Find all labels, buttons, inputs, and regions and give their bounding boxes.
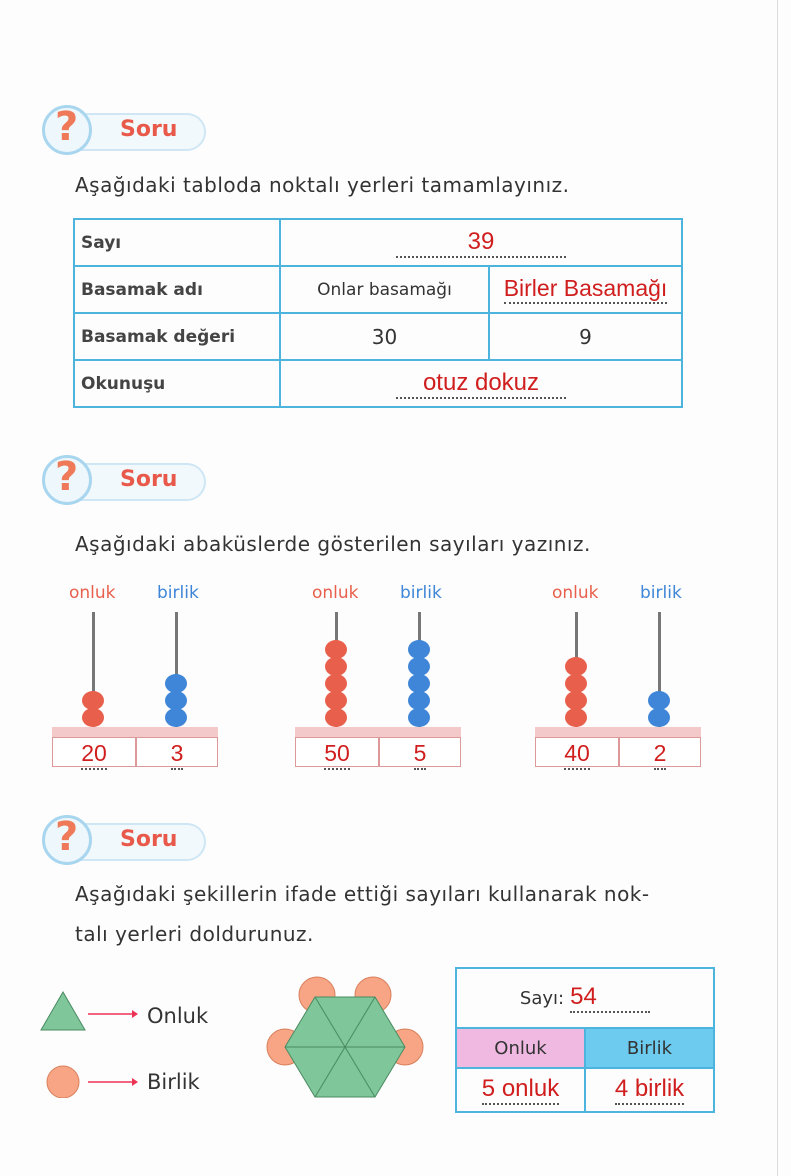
question-mascot-icon: ? xyxy=(42,105,92,155)
birlik-bead xyxy=(648,708,670,727)
okunusu-answer[interactable]: otuz dokuz xyxy=(396,369,566,399)
question-mascot-icon: ? xyxy=(42,455,92,505)
birlik-bead xyxy=(408,657,430,676)
triangle-icon xyxy=(41,992,85,1030)
onluk-label: onluk xyxy=(552,583,599,603)
onluk-bead xyxy=(565,691,587,710)
onluk-header: Onluk xyxy=(457,1029,586,1067)
basamak-adi-answer[interactable]: Birler Basamağı xyxy=(504,275,668,304)
shapes-figure xyxy=(265,975,425,1105)
birlik-answer[interactable]: 5 xyxy=(414,738,427,770)
soru-badge-2 xyxy=(42,455,207,501)
onluk-answer-box[interactable] xyxy=(295,737,379,767)
birlik-label: birlik xyxy=(640,583,682,603)
birlik-bead xyxy=(408,674,430,693)
onluk-bead xyxy=(565,657,587,676)
onluk-bead xyxy=(565,674,587,693)
sayi-answer[interactable]: 54 xyxy=(570,983,650,1013)
badge-label: Soru xyxy=(120,117,178,142)
badge-label: Soru xyxy=(120,467,178,492)
abacus-base xyxy=(52,727,218,737)
birlik-label: birlik xyxy=(157,583,199,603)
basamak-degeri-2: 9 xyxy=(489,313,682,360)
birlik-bead xyxy=(648,691,670,710)
abacus-base xyxy=(295,727,461,737)
birlik-bead xyxy=(165,691,187,710)
label-basamak-degeri: Basamak değeri xyxy=(74,313,280,360)
onluk-bead xyxy=(325,674,347,693)
onluk-bead xyxy=(325,640,347,659)
onluk-bead xyxy=(325,657,347,676)
q1-instruction: Aşağıdaki tabloda noktalı yerleri tamamlayınız. xyxy=(75,173,570,197)
label-okunusu: Okunuşu xyxy=(74,360,280,407)
onluk-answer[interactable]: 20 xyxy=(81,738,107,770)
arrow-icon xyxy=(132,1010,138,1018)
birlik-bead xyxy=(408,708,430,727)
sayi-answer[interactable]: 39 xyxy=(396,228,566,258)
birlik-answer-box[interactable] xyxy=(136,737,218,767)
onluk-answer-box[interactable] xyxy=(52,737,136,767)
legend-icons xyxy=(38,988,138,1098)
onluk-bead xyxy=(325,708,347,727)
birlik-answer-box[interactable] xyxy=(619,737,701,767)
onluk-bead xyxy=(82,691,104,710)
onluk-answer[interactable]: 5 onluk xyxy=(482,1075,559,1105)
circle-icon xyxy=(47,1066,79,1098)
q3-instruction-line1: Aşağıdaki şekillerin ifade ettiği sayıları kullanarak nok- xyxy=(75,882,650,906)
label-sayi: Sayı xyxy=(74,219,280,266)
basamak-degeri-1: 30 xyxy=(280,313,489,360)
birlik-label: birlik xyxy=(400,583,442,603)
birlik-bead xyxy=(165,674,187,693)
q3-instruction-line2: talı yerleri doldurunuz. xyxy=(75,922,314,946)
onluk-bead xyxy=(325,691,347,710)
answer-table xyxy=(455,967,715,1113)
label-basamak-adi: Basamak adı xyxy=(74,266,280,313)
badge-label: Soru xyxy=(120,827,178,852)
arrow-icon xyxy=(132,1078,138,1086)
onluk-bead xyxy=(565,708,587,727)
sayi-label: Sayı: xyxy=(519,987,565,1009)
birlik-answer[interactable]: 4 birlik xyxy=(615,1075,684,1105)
onluk-label: onluk xyxy=(69,583,116,603)
q2-instruction: Aşağıdaki abaküslerde gösterilen sayıları yazınız. xyxy=(75,532,591,556)
birlik-answer[interactable]: 3 xyxy=(171,738,184,770)
onlar-basamagi: Onlar basamağı xyxy=(280,266,489,313)
birlik-bead xyxy=(408,691,430,710)
birlik-answer[interactable]: 2 xyxy=(654,738,667,770)
onluk-answer-box[interactable] xyxy=(535,737,619,767)
question-mascot-icon: ? xyxy=(42,815,92,865)
onluk-bead xyxy=(82,708,104,727)
onluk-answer[interactable]: 40 xyxy=(564,738,590,770)
onluk-label: onluk xyxy=(312,583,359,603)
birlik-answer-box[interactable] xyxy=(379,737,461,767)
birlik-bead xyxy=(408,640,430,659)
legend-onluk: Onluk xyxy=(147,1004,209,1028)
soru-badge-1 xyxy=(42,105,207,151)
abacus-base xyxy=(535,727,701,737)
onluk-answer[interactable]: 50 xyxy=(324,738,350,770)
place-value-table xyxy=(73,218,683,408)
legend-birlik: Birlik xyxy=(147,1070,200,1094)
birlik-header: Birlik xyxy=(586,1029,713,1067)
page-edge xyxy=(777,0,778,1176)
birlik-bead xyxy=(165,708,187,727)
soru-badge-3 xyxy=(42,815,207,861)
